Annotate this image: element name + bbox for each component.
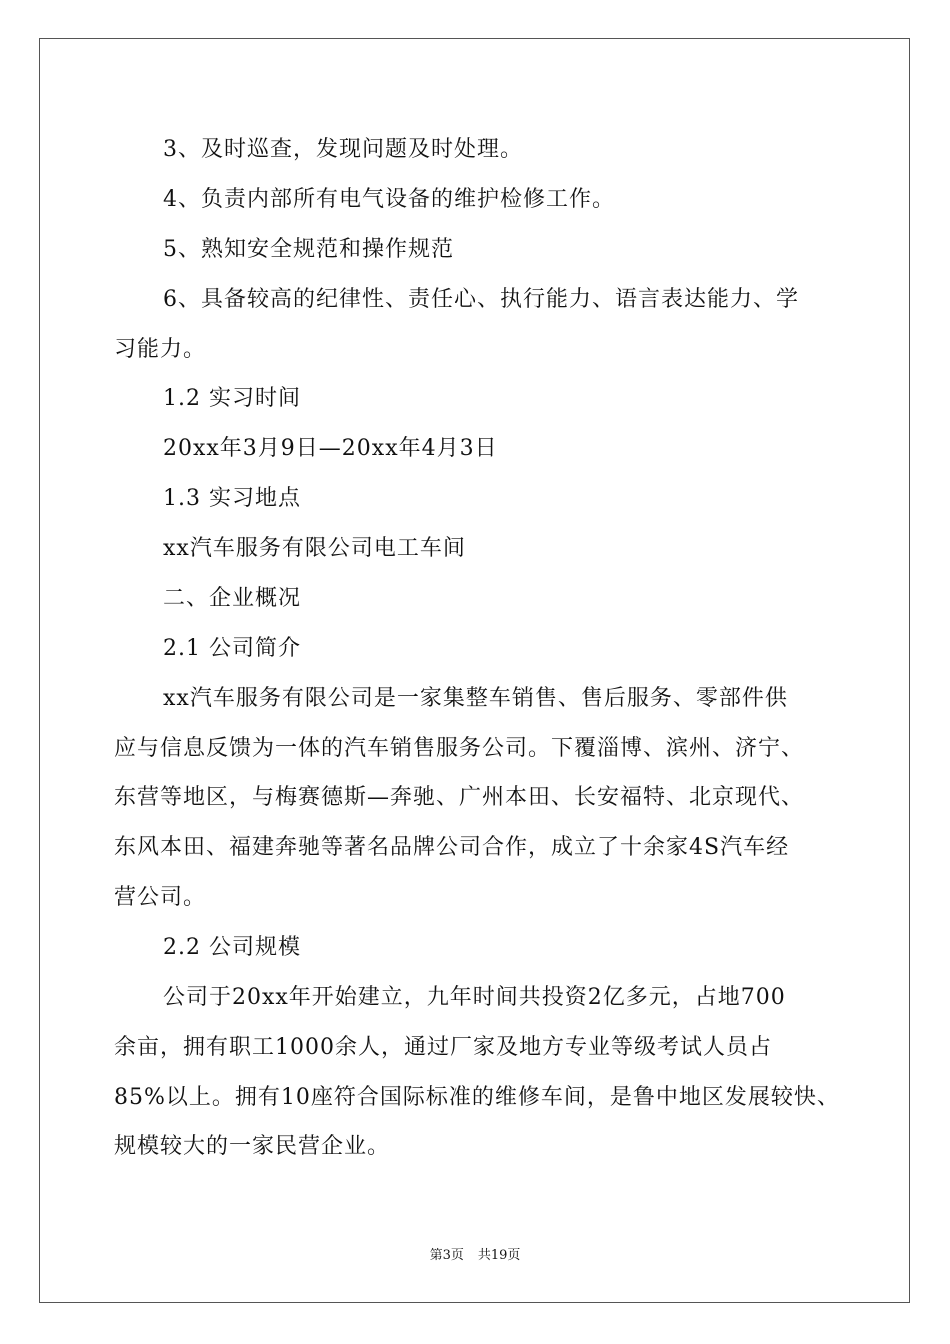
text-line: xx汽车服务有限公司电工车间: [163, 536, 466, 561]
text-line: 营公司。: [114, 885, 207, 910]
text-line: xx汽车服务有限公司是一家集整车销售、售后服务、零部件供: [163, 686, 788, 711]
text-line: 公司于20xx年开始建立，九年时间共投资2亿多元，占地700: [163, 985, 786, 1010]
text-line: 20xx年3月9日—20xx年4月3日: [163, 436, 498, 461]
text-line: 余亩，拥有职工1000余人，通过厂家及地方专业等级考试人员占: [114, 1035, 772, 1060]
page-total: 共19页: [477, 1248, 521, 1263]
text-line: 4、负责内部所有电气设备的维护检修工作。: [163, 187, 615, 212]
page-border: [39, 38, 910, 1303]
text-line: 5、熟知安全规范和操作规范: [163, 237, 454, 262]
text-line: 东风本田、福建奔驰等著名品牌公司合作，成立了十余家4S汽车经: [114, 835, 790, 860]
text-line: 85%以上。拥有10座符合国际标准的维修车间，是鲁中地区发展较快、: [114, 1085, 840, 1110]
section-heading: 1.2 实习时间: [163, 386, 301, 411]
text-line: 规模较大的一家民营企业。: [114, 1134, 391, 1159]
page-footer: [0, 1248, 950, 1264]
section-heading: 2.2 公司规模: [163, 935, 301, 960]
text-line: 6、具备较高的纪律性、责任心、执行能力、语言表达能力、学: [163, 287, 799, 312]
text-line: 习能力。: [114, 337, 207, 362]
section-heading: 1.3 实习地点: [163, 486, 301, 511]
page-number: 第3页: [429, 1248, 464, 1263]
section-heading: 2.1 公司简介: [163, 636, 301, 661]
text-line: 3、及时巡查，发现问题及时处理。: [163, 137, 523, 162]
chapter-heading: 二、企业概况: [163, 586, 302, 611]
text-line: 应与信息反馈为一体的汽车销售服务公司。下覆淄博、滨州、济宁、: [114, 736, 805, 761]
text-line: 东营等地区，与梅赛德斯—奔驰、广州本田、长安福特、北京现代、: [114, 785, 805, 810]
